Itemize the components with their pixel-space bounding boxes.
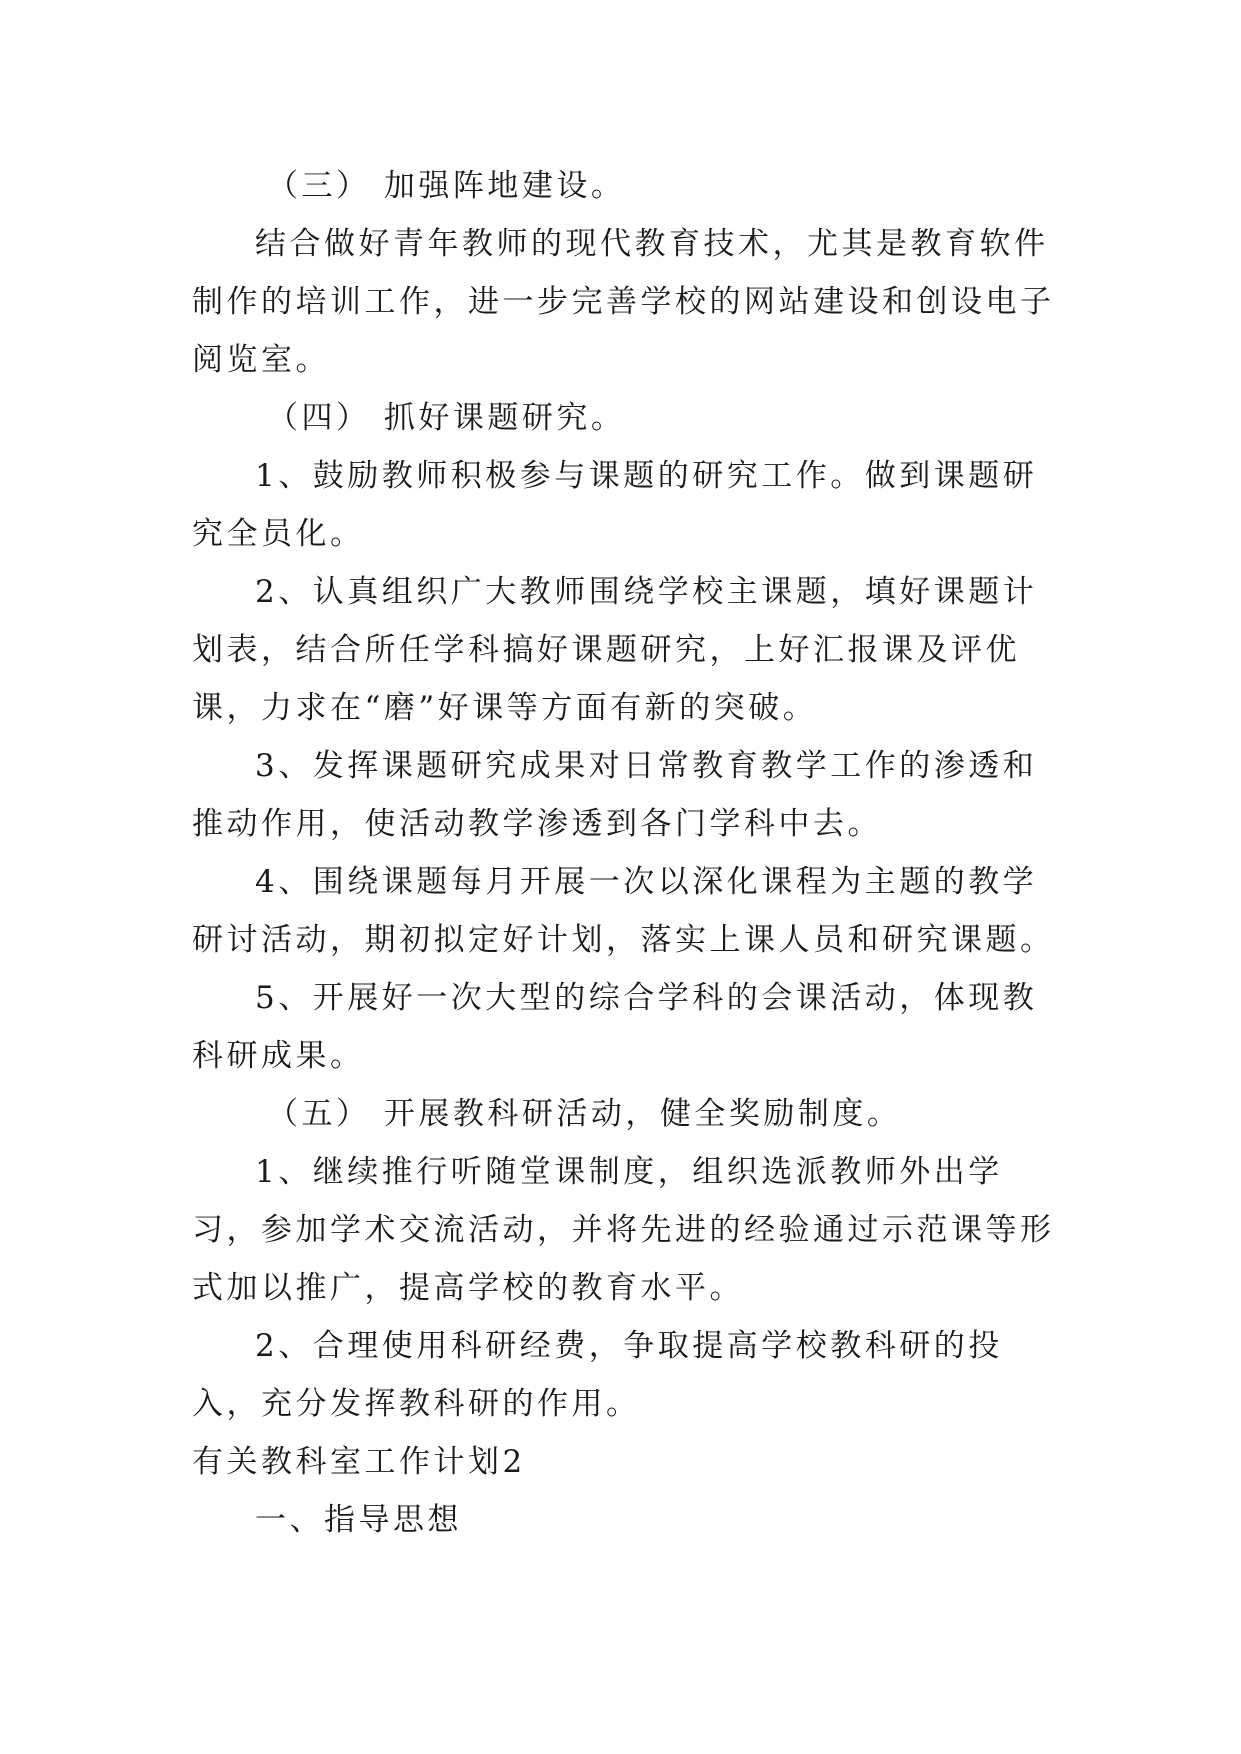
- paragraph-item-5-2: 2、合理使用科研经费，争取提高学校教科研的投入，充分发挥教科研的作用。: [192, 1328, 1003, 1422]
- paragraph-construction: 结合做好青年教师的现代教育技术，尤其是教育软件制作的培训工作，进一步完善学校的网站建设和创设电子阅览室。: [192, 226, 1055, 378]
- paragraph-item-4-2: 2、认真组织广大教师围绕学校主课题，填好课题计划表，结合所任学科搞好课题研究，上好汇报课及评优课，力求在“磨”好课等方面有新的突破。: [192, 574, 1038, 726]
- paragraph-item-4-3: 3、发挥课题研究成果对日常教育教学工作的渗透和推动作用，使活动教学渗透到各门学科中去。: [192, 748, 1038, 842]
- document-title: 有关教科室工作计划2: [192, 1444, 526, 1480]
- section-heading-1: 一、指导思想: [255, 1502, 462, 1538]
- paragraph-item-4-5: 5、开展好一次大型的综合学科的会课活动，体现教科研成果。: [192, 980, 1038, 1074]
- section-heading-4: （四） 抓好课题研究。: [267, 400, 626, 436]
- section-heading-5: （五） 开展教科研活动，健全奖励制度。: [267, 1096, 902, 1132]
- paragraph-item-4-4: 4、围绕课题每月开展一次以深化课程为主题的教学研讨活动，期初拟定好计划，落实上课人员和研究课题。: [192, 864, 1055, 958]
- paragraph-item-5-1: 1、继续推行听随堂课制度，组织选派教师外出学习，参加学术交流活动，并将先进的经验通过示范课等形式加以推广，提高学校的教育水平。: [192, 1154, 1055, 1306]
- section-heading-3: （三） 加强阵地建设。: [267, 168, 626, 204]
- paragraph-item-4-1: 1、鼓励教师积极参与课题的研究工作。做到课题研究全员化。: [192, 458, 1038, 552]
